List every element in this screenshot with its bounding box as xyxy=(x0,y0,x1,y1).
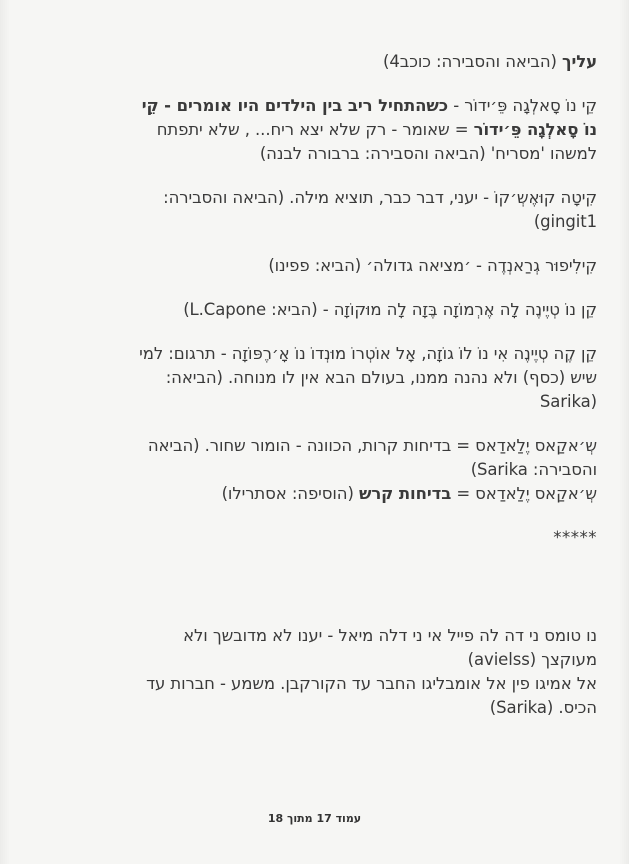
text-line xyxy=(50,434,597,458)
text-run: שיש (כסף) ולא נהנה ממנו, בעולם הבא אין לו מנוחה. (הביאה: xyxy=(165,368,597,387)
text-run: קֵן קֶה טְיֶינֶה אִי נוֹ לוֹ גוֹזָה, אָל אוֹטְרוֹ מוּנְדוֹ נוֹ אָ׳רֶפּוֹזָה - תרגום: למי xyxy=(139,344,597,363)
text-run: (Sarika xyxy=(539,392,597,411)
text-line xyxy=(50,50,597,74)
bold-text-run: נוֹ סָאלְגָה פֵּ׳ידוֹר xyxy=(473,120,597,139)
text-line xyxy=(50,142,597,166)
text-line xyxy=(50,672,597,696)
bold-text-run: עליך xyxy=(562,52,597,71)
text-run: ***** xyxy=(553,528,597,547)
bold-text-run: בדיחות קרש xyxy=(358,484,452,503)
text-line xyxy=(50,366,597,390)
entry-paragraph xyxy=(50,186,597,234)
text-run: מעוקצך (avielss) xyxy=(467,650,597,669)
text-run: שְ׳אקַאס יֶלַאדַאס = בדיחות קרות, הכוונה - הומור שחור. (הביאה xyxy=(147,436,597,455)
text-line xyxy=(50,94,597,118)
paragraph-gap xyxy=(50,506,597,526)
entry-paragraph xyxy=(50,254,597,278)
bold-text-run: כשהתחיל ריב בין הילדים היו אומרים - קֵי xyxy=(141,96,449,115)
entry-paragraph xyxy=(50,482,597,506)
text-run: קִילִיפוּר גְרַאנְדֶה - ׳מציאה גדולה׳ (הביא: פפינו) xyxy=(268,256,597,275)
paragraph-gap xyxy=(50,414,597,434)
text-line xyxy=(50,118,597,142)
text-run: gingit1) xyxy=(533,212,597,231)
paragraph-gap xyxy=(50,74,597,94)
separator-stars xyxy=(50,526,597,550)
text-run: (הביאה והסבירה: כוכב4) xyxy=(383,52,563,71)
text-line xyxy=(50,458,597,482)
entry-paragraph xyxy=(50,624,597,720)
document-body xyxy=(50,50,597,720)
entry-paragraph xyxy=(50,434,597,482)
text-run: קֵי נוֹ סָאלְגָה פֵּ׳ידוֹר - xyxy=(448,96,597,115)
paragraph-gap xyxy=(50,278,597,298)
text-line xyxy=(50,210,597,234)
entry-paragraph xyxy=(50,298,597,322)
text-run: = שאומר - רק שלא יצא ריח... , שלא יתפתח xyxy=(156,120,474,139)
text-run: (הוסיפה: אסתרילו) xyxy=(221,484,359,503)
paragraph-gap xyxy=(50,234,597,254)
text-line xyxy=(50,298,597,322)
text-line xyxy=(50,624,597,648)
text-run: נו טומס ני דה לה פייל אי ני דלה מיאל - יענו לא מדובשך ולא xyxy=(183,626,597,645)
text-run: והסבירה: Sarika) xyxy=(470,460,597,479)
text-line xyxy=(50,390,597,414)
page-footer: עמוד 17 מתוך 18 xyxy=(267,812,362,825)
paragraph-gap xyxy=(50,550,597,624)
entry-paragraph xyxy=(50,342,597,414)
text-line xyxy=(50,482,597,506)
text-run: קִיטָה קוּאֶשְ׳קוֹ - יעני, דבר כבר, תוציא מילה. (הביאה והסבירה: xyxy=(163,188,597,207)
text-line xyxy=(50,696,597,720)
entry-paragraph xyxy=(50,50,597,74)
text-run: למשהו 'מסריח' (הביאה והסבירה: ברבורה לבנה) xyxy=(259,144,597,163)
text-line xyxy=(50,186,597,210)
text-run: אל אמיגו פין אל אומבליגו החבר עד הקורקבן. משמע - חברות עד xyxy=(146,674,597,693)
text-line xyxy=(50,254,597,278)
text-run: שְ׳אקַאס יֶלַאדַאס = xyxy=(451,484,597,503)
text-line xyxy=(50,526,597,550)
text-run: הכיס. (Sarika) xyxy=(489,698,597,717)
text-line xyxy=(50,648,597,672)
entry-paragraph xyxy=(50,94,597,166)
text-run: קֵן נוֹ טְיֶינֶה לָה אֶרְמוֹזָה בֶּזָה לָה מוּקוֹזָה - (הביא: L.Capone) xyxy=(183,300,597,319)
text-line xyxy=(50,342,597,366)
paragraph-gap xyxy=(50,166,597,186)
paragraph-gap xyxy=(50,322,597,342)
